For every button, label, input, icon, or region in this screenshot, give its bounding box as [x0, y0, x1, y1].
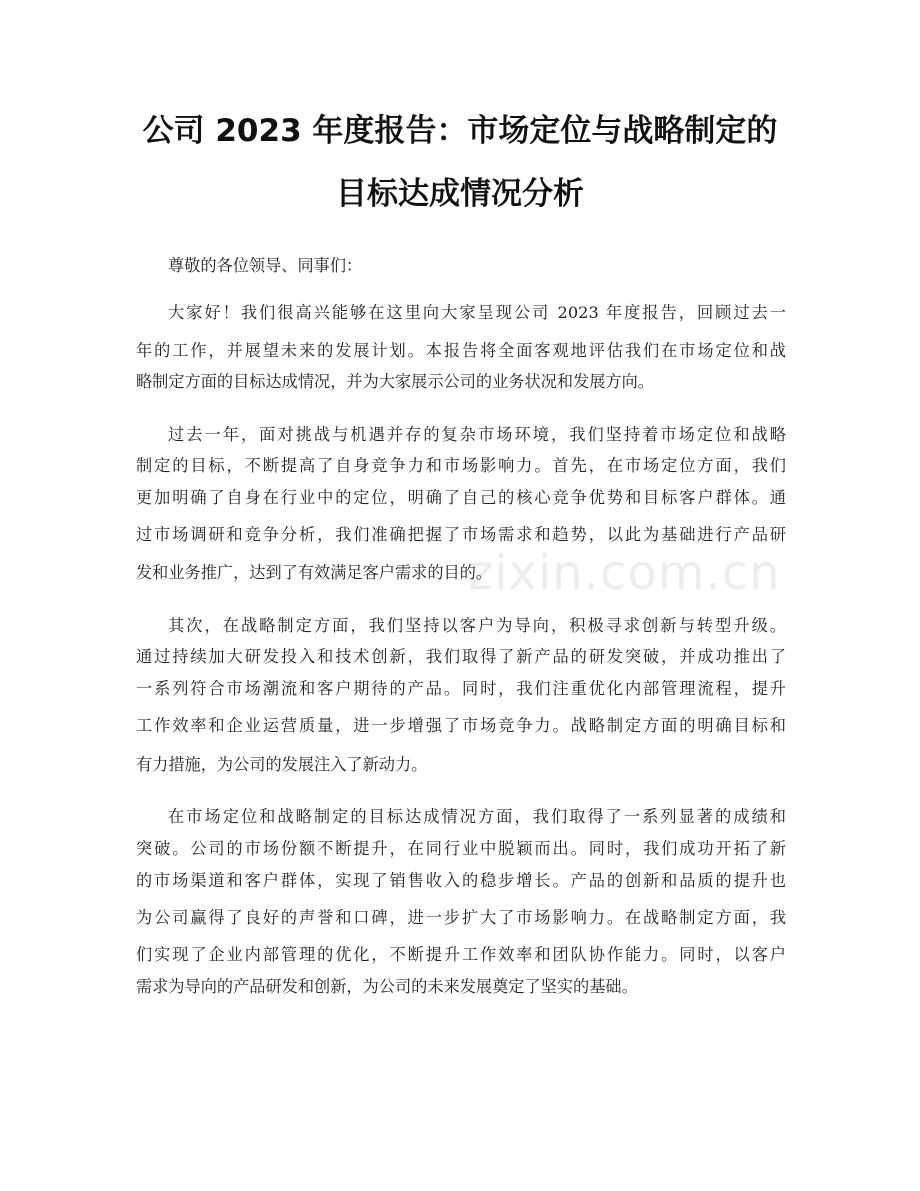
paragraph-line: 们实现了企业内部管理的优化，不断提升工作效率和团队协作能力。同时，以客户	[136, 945, 786, 964]
paragraph-line: 为公司赢得了良好的声誉和口碑，进一步扩大了市场影响力。在战略制定方面，我	[136, 908, 786, 927]
salutation: 尊敬的各位领导、同事们：	[168, 256, 363, 275]
paragraph-line: 年的工作，并展望未来的发展计划。本报告将全面客观地评估我们在市场定位和战	[136, 341, 786, 360]
paragraph-line: 突破。公司的市场份额不断提升，在同行业中脱颖而出。同时，我们成功开拓了新	[136, 839, 786, 858]
paragraph-line: 有力措施，为公司的发展注入了新动力。	[136, 755, 428, 774]
paragraph-line: 过去一年，面对挑战与机遇并存的复杂市场环境，我们坚持着市场定位和战略	[168, 425, 786, 444]
page-title-line-1: 公司 2023 年度报告：市场定位与战略制定的	[142, 113, 778, 149]
paragraph-line: 一系列符合市场潮流和客户期待的产品。同时，我们注重优化内部管理流程，提升	[136, 679, 786, 698]
paragraph-line: 更加明确了自身在行业中的定位，明确了自己的核心竞争优势和目标客户群体。通	[136, 488, 786, 507]
paragraph-line: 大家好！我们很高兴能够在这里向大家呈现公司 2023 年度报告，回顾过去一	[168, 303, 786, 322]
paragraph-line: 在市场定位和战略制定的目标达成情况方面，我们取得了一系列显著的成绩和	[168, 807, 786, 826]
paragraph-line: 制定的目标，不断提高了自身竞争力和市场影响力。首先，在市场定位方面，我们	[136, 456, 786, 475]
paragraph-line: 的市场渠道和客户群体，实现了销售收入的稳步增长。产品的创新和品质的提升也	[136, 871, 786, 890]
paragraph-line: 工作效率和企业运营质量，进一步增强了市场竞争力。战略制定方面的明确目标和	[136, 716, 786, 735]
page-title-line-2: 目标达成情况分析	[336, 176, 584, 212]
paragraph-line: 其次，在战略制定方面，我们坚持以客户为导向，积极寻求创新与转型升级。	[168, 616, 786, 635]
paragraph-line: 通过持续加大研发投入和技术创新，我们取得了新产品的研发突破，并成功推出了	[136, 647, 786, 666]
paragraph-line: 发和业务推广，达到了有效满足客户需求的目的。	[136, 563, 493, 582]
paragraph-line: 略制定方面的目标达成情况，并为大家展示公司的业务状况和发展方向。	[136, 372, 654, 391]
watermark: zixin.com.cn	[468, 545, 781, 601]
paragraph-line: 过市场调研和竞争分析，我们准确把握了市场需求和趋势，以此为基础进行产品研	[136, 525, 786, 544]
paragraph-line: 需求为导向的产品研发和创新，为公司的未来发展奠定了坚实的基础。	[136, 977, 638, 996]
